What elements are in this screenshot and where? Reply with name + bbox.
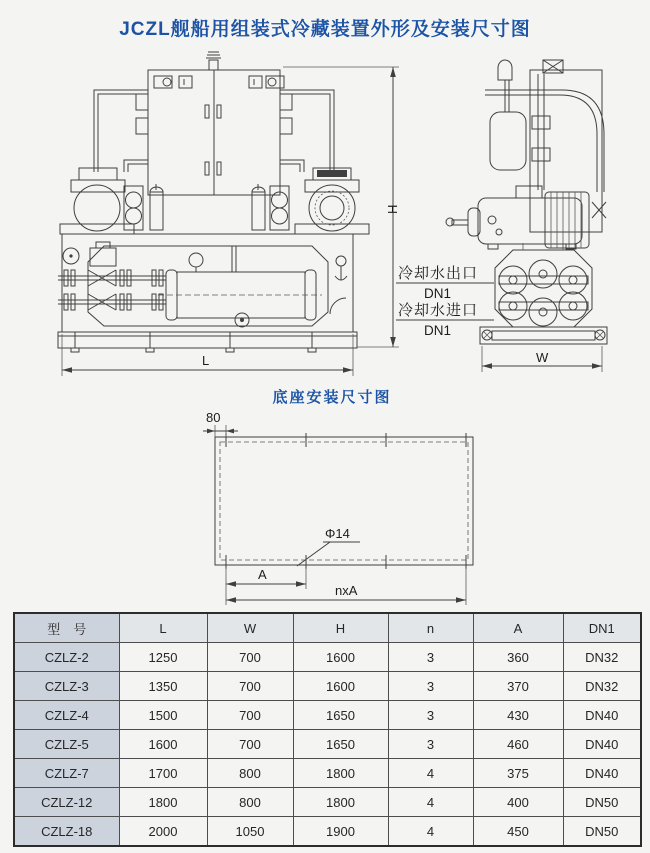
cell-W: 700 [207,643,293,672]
col-header-L: L [119,613,207,643]
control-cabinet [136,52,292,195]
cell-A: 360 [473,643,563,672]
cell-H: 1800 [293,788,388,817]
cell-model: CZLZ-7 [14,759,119,788]
cell-L: 1500 [119,701,207,730]
dim-W [482,346,602,372]
cell-W: 800 [207,788,293,817]
cell-L: 1600 [119,730,207,759]
cell-model: CZLZ-2 [14,643,119,672]
cell-n: 4 [388,788,473,817]
cell-n: 3 [388,701,473,730]
valve-manifold [58,242,166,310]
small-vessels [124,184,289,230]
base-drawing-title: 底座安装尺寸图 [272,389,392,406]
cell-H: 1800 [293,759,388,788]
cell-H: 1900 [293,817,388,847]
cell-n: 3 [388,730,473,759]
table-row [14,672,641,701]
dim-l-label: L [202,353,210,368]
col-header-W: W [207,613,293,643]
table-row [14,788,641,817]
cell-DN1: DN50 [563,788,641,817]
spec-table [13,612,642,847]
cell-L: 1800 [119,788,207,817]
dim-80-label: 80 [206,410,221,425]
cell-L: 2000 [119,817,207,847]
condenser-end-view [495,243,592,327]
cell-A: 460 [473,730,563,759]
compressor-side [446,186,606,249]
dim-w-label: W [536,350,549,365]
table-row [14,730,641,759]
outline-drawing [0,50,650,382]
base-channel-side [480,327,607,344]
cell-n: 4 [388,759,473,788]
dim-H [283,67,400,347]
dim-80 [203,410,238,437]
cell-W: 700 [207,730,293,759]
table-row [14,643,641,672]
cell-DN1: DN40 [563,701,641,730]
condenser-section [58,234,353,332]
cell-L: 1350 [119,672,207,701]
cell-model: CZLZ-3 [14,672,119,701]
cell-DN1: DN32 [563,643,641,672]
cell-W: 700 [207,701,293,730]
cell-W: 800 [207,759,293,788]
cell-H: 1650 [293,701,388,730]
cell-DN1: DN32 [563,672,641,701]
dim-A [226,567,306,605]
cooling-in-label: 冷却水进口 [398,302,479,319]
cell-model: CZLZ-18 [14,817,119,847]
dim-nxa-label: nxA [335,583,358,598]
compressor-right [295,168,369,234]
cell-n: 3 [388,643,473,672]
cell-n: 4 [388,817,473,847]
cell-W: 700 [207,672,293,701]
page-title: JCZL舰船用组装式冷藏装置外形及安装尺寸图 [119,19,531,40]
col-header-DN1: DN1 [563,613,641,643]
cell-H: 1650 [293,730,388,759]
col-header-model: 型 号 [14,613,119,643]
col-header-H: H [293,613,388,643]
dim-a-label: A [258,567,267,582]
col-header-A: A [473,613,563,643]
cell-A: 450 [473,817,563,847]
cooling-in-dn: DN1 [424,323,452,338]
cooling-out-label: 冷却水出口 [398,265,479,282]
cell-A: 400 [473,788,563,817]
col-header-n: n [388,613,473,643]
cell-A: 375 [473,759,563,788]
cell-model: CZLZ-5 [14,730,119,759]
dim-h-label: H [385,204,400,214]
base-mounting-drawing [0,405,650,610]
cell-DN1: DN40 [563,759,641,788]
cell-model: CZLZ-12 [14,788,119,817]
cell-A: 370 [473,672,563,701]
cell-A: 430 [473,701,563,730]
base-channel-front [58,332,357,352]
table-row [14,701,641,730]
cell-L: 1700 [119,759,207,788]
compressor-left [60,168,134,234]
cooling-water-callouts [396,265,494,338]
table-header-row [14,613,641,643]
cell-n: 3 [388,672,473,701]
hole-dia-label: Φ14 [325,526,350,541]
cooling-out-dn: DN1 [424,286,452,301]
cell-model: CZLZ-4 [14,701,119,730]
table-row [14,817,641,847]
side-view [446,60,607,372]
base-plate [215,433,473,569]
cell-L: 1250 [119,643,207,672]
front-view [58,52,400,376]
dim-L [62,334,353,376]
table-row [14,759,641,788]
cell-W: 1050 [207,817,293,847]
cell-H: 1600 [293,643,388,672]
cell-DN1: DN40 [563,730,641,759]
cell-H: 1600 [293,672,388,701]
cell-DN1: DN50 [563,817,641,847]
